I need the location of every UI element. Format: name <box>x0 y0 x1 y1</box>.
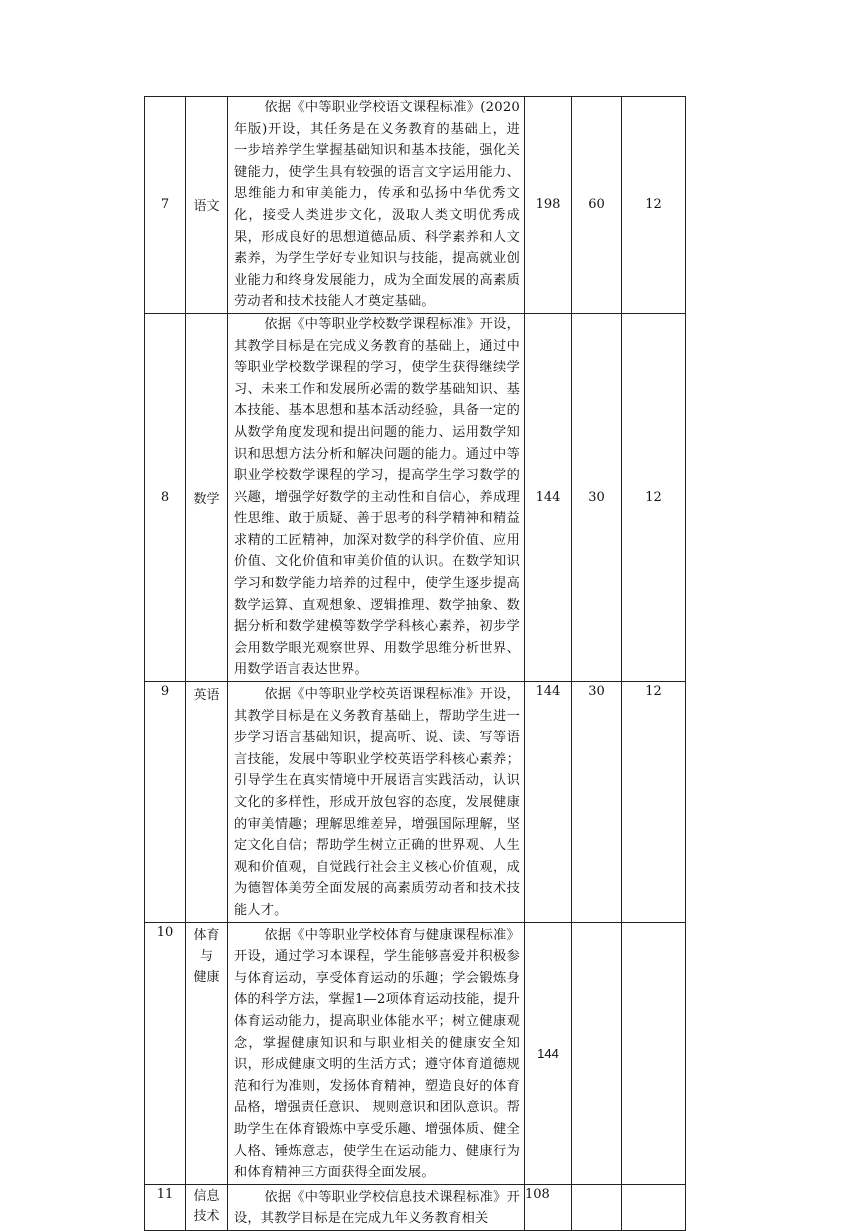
total-hours: 108 <box>525 1184 572 1230</box>
total-hours: 144 <box>525 682 572 923</box>
course-description-cell <box>228 313 525 681</box>
table-row <box>145 922 686 1184</box>
total-hours: 144 <box>525 922 572 1184</box>
course-name: 数学 <box>186 313 228 681</box>
hours-column-3: 12 <box>622 313 686 681</box>
row-number: 11 <box>145 1184 186 1230</box>
course-name-line: 健康 <box>193 969 220 985</box>
course-name <box>186 922 228 1184</box>
course-name-line: 信息 <box>193 1188 220 1204</box>
hours-column-2: 30 <box>572 682 622 923</box>
table-row <box>145 682 686 923</box>
table-row <box>145 97 686 314</box>
course-description: 依据《中等职业学校语文课程标准》(2020年版)开设，其任务是在义务教育的基础上，进一步培养学生掌握基础知识和基本技能，强化关键能力，使学生具有较强的语言文字运用能力、思维能力和审美能力，传承和弘扬中华优秀文化，接受人类进步文化，汲取人类文明优秀成果，形成良好的思想道德品质、科学素养和人文素养，为学生学好专业知识与技能，提高就业创业能力和终身发展能力，成为全面发展的高素质劳动者和技术技能人才奠定基础。 <box>234 100 520 310</box>
course-description-cell <box>228 97 525 314</box>
course-description-cell <box>228 922 525 1184</box>
course-description: 依据《中等职业学校信息技术课程标准》开设，其教学目标是在完成九年义务教育相关 <box>234 1189 520 1227</box>
hours-column-3: 12 <box>622 97 686 314</box>
total-hours: 144 <box>525 313 572 681</box>
course-description: 依据《中等职业学校数学课程标准》开设，其教学目标是在完成义务教育的基础上，通过中等职业学校数学课程的学习，使学生获得继续学习、未来工作和发展所必需的数学基础知识、基本技能、基本思想和基本活动经验，具备一定的从数学角度发现和提出问题的能力、运用数学知识和思想方法分析和解决问题的能力。通过中等职业学校数学课程的学习，提高学生学习数学的兴趣，增强学好数学的主动性和自信心，养成理性思维、敢于质疑、善于思考的科学精神和精益求精的工匠精神，加深对数学的科学价值、应用价值、文化价值和审美价值的认识。在数学知识学习和数学能力培养的过程中，使学生逐步提高数学运算、直观想象、逻辑推理、数学抽象、数据分析和数学建模等数学学科核心素养，初步学会用数学眼光观察世界、用数学思维分析世界、用数学语言表达世界。 <box>234 316 520 678</box>
hours-column-3 <box>622 1184 686 1230</box>
hours-column-3 <box>622 922 686 1184</box>
hours-column-2 <box>572 1184 622 1230</box>
course-description-cell <box>228 682 525 923</box>
row-number: 8 <box>145 313 186 681</box>
hours-column-2 <box>572 922 622 1184</box>
course-name <box>186 1184 228 1230</box>
course-name-line: 与 <box>199 948 213 964</box>
table-row <box>145 1184 686 1230</box>
hours-column-2: 30 <box>572 313 622 681</box>
course-name-line: 体育 <box>193 927 220 943</box>
curriculum-table <box>144 96 686 1231</box>
course-name: 英语 <box>186 682 228 923</box>
total-hours: 198 <box>525 97 572 314</box>
hours-column-2: 60 <box>572 97 622 314</box>
table-row <box>145 313 686 681</box>
course-name: 语文 <box>186 97 228 314</box>
row-number: 7 <box>145 97 186 314</box>
course-name-line: 技术 <box>193 1208 220 1224</box>
row-number: 9 <box>145 682 186 923</box>
course-description: 依据《中等职业学校英语课程标准》开设， 其教学目标是在义务教育基础上，帮助学生进一步学习语言基础知识，提高听、说、读、写等语言技能，发展中等职业学校英语学科核心素养；引导学生在真实情境中开展语言实践活动，认识文化的多样性，形成开放包容的态度，发展健康的审美情趣；理解思维差异，增强国际理解，坚定文化自信；帮助学生树立正确的世界观、人生观和价值观，自觉践行社会主义核心价值观，成为德智体美劳全面发展的高素质劳动者和技术技能人才。 <box>234 687 520 918</box>
course-description-cell <box>228 1184 525 1230</box>
hours-column-3: 12 <box>622 682 686 923</box>
course-description: 依据《中等职业学校体育与健康课程标准》开设，通过学习本课程，学生能够喜爱并积极参与体育运动，享受体育运动的乐趣；学会锻炼身体的科学方法，掌握1—2项体育运动技能，提升体育运动能力，提高职业体能水平；树立健康观念，掌握健康知识和与职业相关的健康安全知识，形成健康文明的生活方式；遵守体育道德规范和行为准则，发扬体育精神，塑造良好的体育品格，增强责任意识、 规则意识和团队意识。帮助学生在体育锻炼中享受乐趣、增强体质、健全人格、锤炼意志，使学生在运动能力、健康行为和体育精神三方面获得全面发展。 <box>234 927 520 1181</box>
row-number: 10 <box>145 922 186 1184</box>
